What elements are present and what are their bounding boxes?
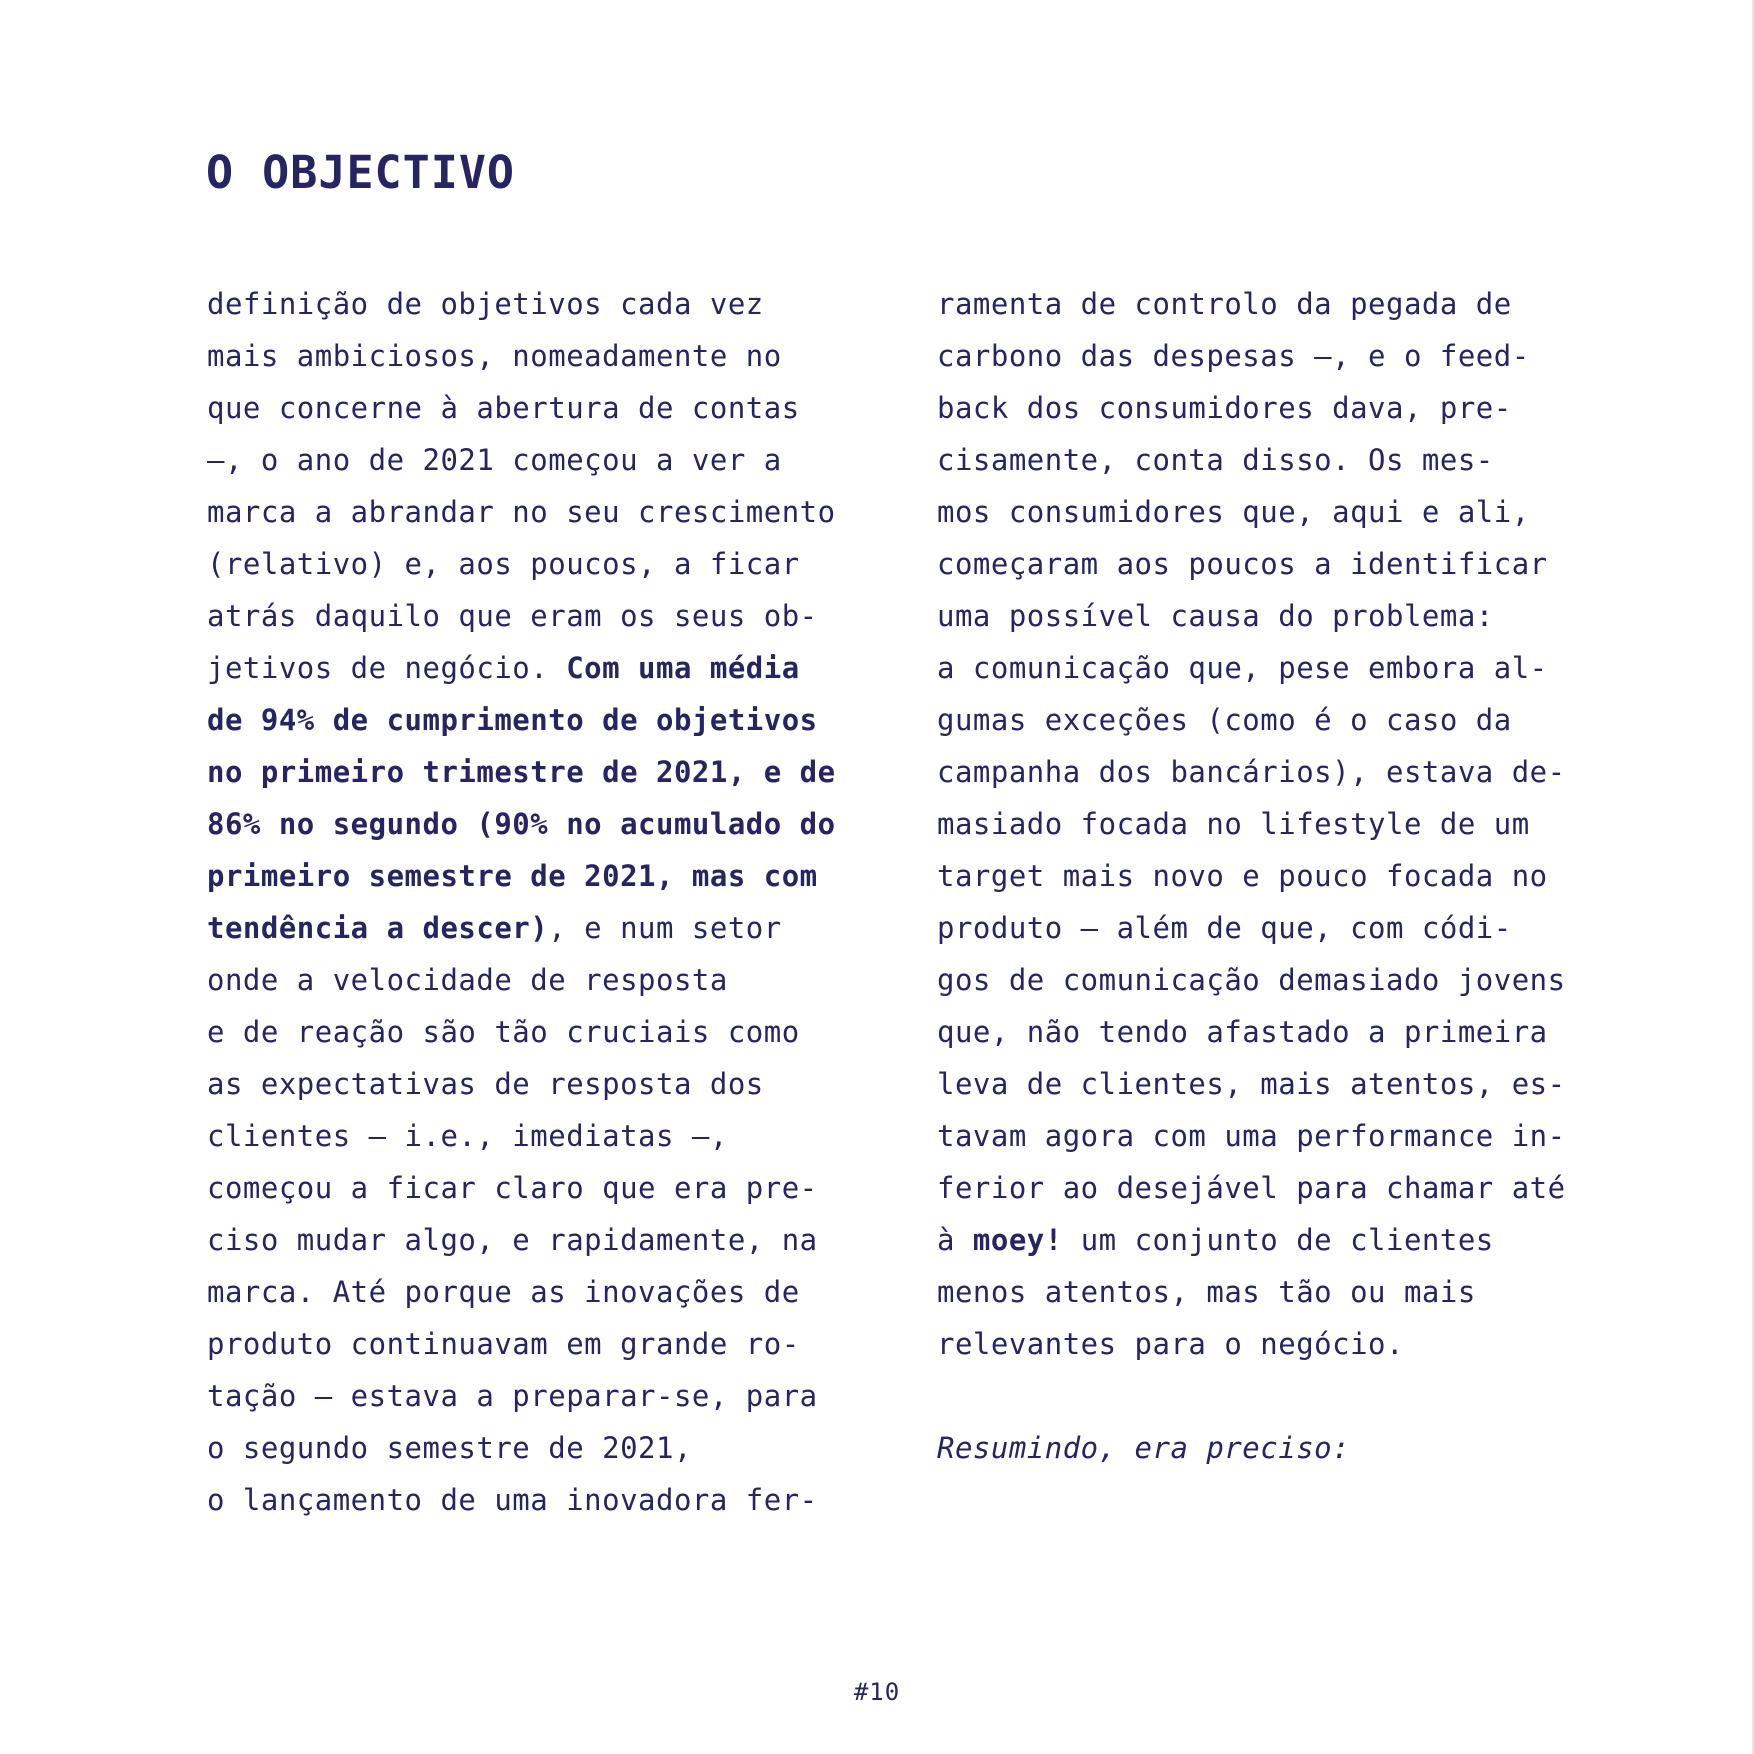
text-line xyxy=(207,1266,897,1318)
text-segment: —, o ano de 2021 começou a ver a xyxy=(207,443,782,477)
text-segment: ferior ao desejável para chamar até xyxy=(937,1171,1566,1205)
bold-text-segment: Com uma média xyxy=(566,651,800,685)
italic-text-segment: Resumindo, era preciso: xyxy=(937,1431,1351,1465)
text-line xyxy=(207,1058,897,1110)
text-line xyxy=(207,486,897,538)
text-line xyxy=(937,1422,1627,1474)
text-line xyxy=(207,1214,897,1266)
text-line xyxy=(207,850,897,902)
text-line xyxy=(937,1110,1627,1162)
text-line xyxy=(207,1474,897,1526)
text-line xyxy=(937,382,1627,434)
text-line xyxy=(937,1214,1627,1266)
text-line xyxy=(937,1162,1627,1214)
text-segment: tavam agora com uma performance in- xyxy=(937,1119,1566,1153)
text-line xyxy=(937,642,1627,694)
text-segment: uma possível causa do problema: xyxy=(937,599,1494,633)
bold-text-segment: 86% no segundo (90% no acumulado do xyxy=(207,807,836,841)
text-segment: que concerne à abertura de contas xyxy=(207,391,800,425)
text-line xyxy=(207,330,897,382)
text-column-left xyxy=(207,278,897,1526)
text-line xyxy=(937,434,1627,486)
text-line xyxy=(937,694,1627,746)
text-line xyxy=(937,1318,1627,1370)
text-segment: clientes — i.e., imediatas —, xyxy=(207,1119,728,1153)
text-line xyxy=(937,486,1627,538)
text-column-right xyxy=(937,278,1627,1474)
text-segment: jetivos de negócio. xyxy=(207,651,567,685)
text-segment: produto continuavam em grande ro- xyxy=(207,1327,800,1361)
text-segment: à xyxy=(937,1223,973,1257)
text-line xyxy=(207,382,897,434)
text-line xyxy=(207,954,897,1006)
bold-text-segment: de 94% de cumprimento de objetivos xyxy=(207,703,818,737)
text-segment: começaram aos poucos a identificar xyxy=(937,547,1548,581)
text-segment: onde a velocidade de resposta xyxy=(207,963,728,997)
text-line xyxy=(937,1058,1627,1110)
text-line xyxy=(937,278,1627,330)
text-segment: marca. Até porque as inovações de xyxy=(207,1275,800,1309)
text-line xyxy=(207,694,897,746)
text-segment: tação — estava a preparar-se, para xyxy=(207,1379,818,1413)
text-segment: começou a ficar claro que era pre- xyxy=(207,1171,818,1205)
text-segment: (relativo) e, aos poucos, a ficar xyxy=(207,547,800,581)
text-segment: masiado focada no lifestyle de um xyxy=(937,807,1530,841)
page-title: O OBJECTIVO xyxy=(206,146,516,199)
text-segment: , e num setor xyxy=(548,911,782,945)
text-segment: gos de comunicação demasiado jovens xyxy=(937,963,1566,997)
text-line xyxy=(207,278,897,330)
text-line xyxy=(937,538,1627,590)
text-segment: as expectativas de resposta dos xyxy=(207,1067,764,1101)
text-line xyxy=(937,1370,1627,1422)
text-line xyxy=(207,902,897,954)
text-segment: ramenta de controlo da pegada de xyxy=(937,287,1512,321)
page-number: #10 xyxy=(853,1678,901,1706)
text-line xyxy=(937,1266,1627,1318)
text-line xyxy=(937,746,1627,798)
text-line xyxy=(937,798,1627,850)
bold-text-segment: primeiro semestre de 2021, mas com xyxy=(207,859,818,893)
text-line xyxy=(937,590,1627,642)
text-segment: leva de clientes, mais atentos, es- xyxy=(937,1067,1566,1101)
text-segment: o lançamento de uma inovadora fer- xyxy=(207,1483,818,1517)
text-segment: um conjunto de clientes xyxy=(1062,1223,1494,1257)
text-segment: menos atentos, mas tão ou mais xyxy=(937,1275,1476,1309)
text-segment: mos consumidores que, aqui e ali, xyxy=(937,495,1530,529)
text-line xyxy=(207,1006,897,1058)
text-segment: e de reação são tão cruciais como xyxy=(207,1015,800,1049)
text-line xyxy=(207,746,897,798)
text-line xyxy=(207,1110,897,1162)
bold-text-segment: tendência a descer) xyxy=(207,911,549,945)
text-line xyxy=(937,954,1627,1006)
text-segment: target mais novo e pouco focada no xyxy=(937,859,1548,893)
text-line xyxy=(207,1422,897,1474)
text-segment: back dos consumidores dava, pre- xyxy=(937,391,1512,425)
text-segment: cisamente, conta disso. Os mes- xyxy=(937,443,1494,477)
text-segment: carbono das despesas —, e o feed- xyxy=(937,339,1530,373)
text-line xyxy=(937,1006,1627,1058)
text-segment: o segundo semestre de 2021, xyxy=(207,1431,692,1465)
text-segment: mais ambiciosos, nomeadamente no xyxy=(207,339,782,373)
text-segment: atrás daquilo que eram os seus ob- xyxy=(207,599,818,633)
text-segment: relevantes para o negócio. xyxy=(937,1327,1404,1361)
text-segment: que, não tendo afastado a primeira xyxy=(937,1015,1548,1049)
bold-text-segment: no primeiro trimestre de 2021, e de xyxy=(207,755,836,789)
text-line xyxy=(937,850,1627,902)
text-line xyxy=(207,1162,897,1214)
bold-text-segment: moey! xyxy=(972,1223,1063,1257)
text-segment: produto — além de que, com códi- xyxy=(937,911,1512,945)
text-line xyxy=(937,902,1627,954)
text-line xyxy=(207,538,897,590)
text-segment: ciso mudar algo, e rapidamente, na xyxy=(207,1223,818,1257)
text-line xyxy=(207,590,897,642)
text-line xyxy=(207,798,897,850)
text-line xyxy=(207,434,897,486)
text-segment: marca a abrandar no seu crescimento xyxy=(207,495,836,529)
text-segment: a comunicação que, pese embora al- xyxy=(937,651,1548,685)
text-line xyxy=(207,1370,897,1422)
text-segment: gumas exceções (como é o caso da xyxy=(937,703,1512,737)
text-line xyxy=(937,330,1627,382)
text-line xyxy=(207,642,897,694)
text-line xyxy=(207,1318,897,1370)
text-segment: definição de objetivos cada vez xyxy=(207,287,764,321)
text-segment: campanha dos bancários), estava de- xyxy=(937,755,1566,789)
